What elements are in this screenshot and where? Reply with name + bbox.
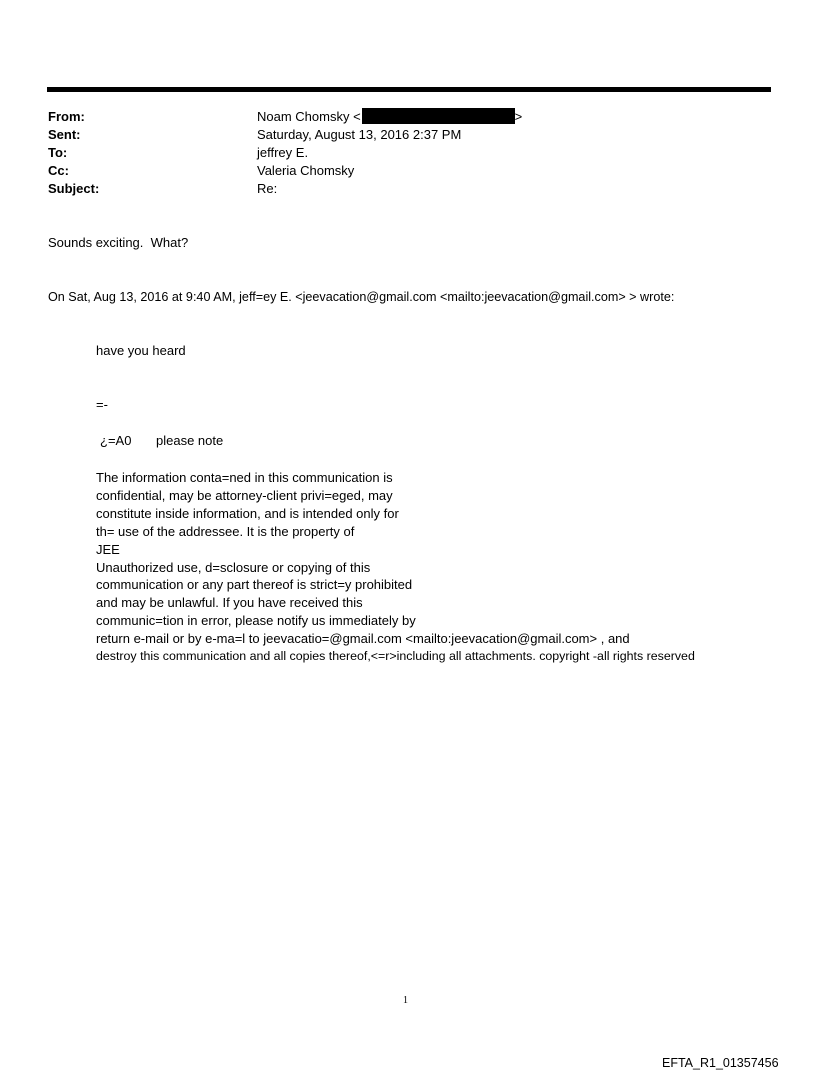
reply-text: Sounds exciting. What? [48, 235, 189, 250]
to-value: jeffrey E. [257, 145, 309, 160]
cc-value: Valeria Chomsky [257, 163, 355, 178]
disclaimer-line: communication or any part thereof is strict=y prohibited [96, 577, 413, 593]
from-name: Noam Chomsky < [257, 109, 361, 124]
quote-intro: On Sat, Aug 13, 2016 at 9:40 AM, jeff=ey E. <jeevacation@gmail.com <mailto:jeevacation@gmail.com> > wrote: [48, 290, 675, 304]
page-number: 1 [403, 995, 408, 1006]
disclaimer-block [96, 469, 695, 666]
quoted-line-2: =- [96, 397, 108, 412]
redaction-box [362, 108, 515, 124]
from-label: From: [48, 109, 85, 124]
disclaimer-line: communic=tion in error, please notify us immediately by [96, 613, 416, 629]
disclaimer-line: constitute inside information, and is intended only for [96, 505, 399, 521]
sent-value: Saturday, August 13, 2016 2:37 PM [257, 127, 462, 142]
subject-label: Subject: [48, 181, 100, 196]
sent-label: Sent: [48, 127, 81, 142]
bates-number: EFTA_R1_01357456 [662, 1056, 779, 1070]
disclaimer-line: return e-mail or by e-ma=l to jeevacatio=@gmail.com <mailto:jeevacation@gmail.com> , and [96, 631, 630, 647]
cc-label: Cc: [48, 163, 69, 178]
disclaimer-line: The information conta=ned in this communication is [96, 470, 393, 485]
disclaimer-line: and may be unlawful. If you have received this [96, 595, 363, 611]
from-value [257, 108, 522, 126]
disclaimer-line: destroy this communication and all copies thereof,<=r>including all attachments. copyright -all rights reserved [96, 649, 695, 664]
to-label: To: [48, 145, 68, 160]
quoted-line-3a: ¿=A0 [100, 433, 132, 448]
disclaimer-line: JEE [96, 541, 120, 557]
disclaimer-line: confidential, may be attorney-client privi=eged, may [96, 487, 393, 503]
subject-value: Re: [257, 181, 278, 196]
quoted-line-3b: please note [156, 433, 224, 448]
header-rule [47, 87, 771, 92]
disclaimer-line: Unauthorized use, d=sclosure or copying of this [96, 559, 371, 575]
quoted-line-1: have you heard [96, 343, 186, 358]
from-tail: > [514, 109, 523, 124]
disclaimer-line: th= use of the addressee. It is the property of [96, 523, 355, 539]
